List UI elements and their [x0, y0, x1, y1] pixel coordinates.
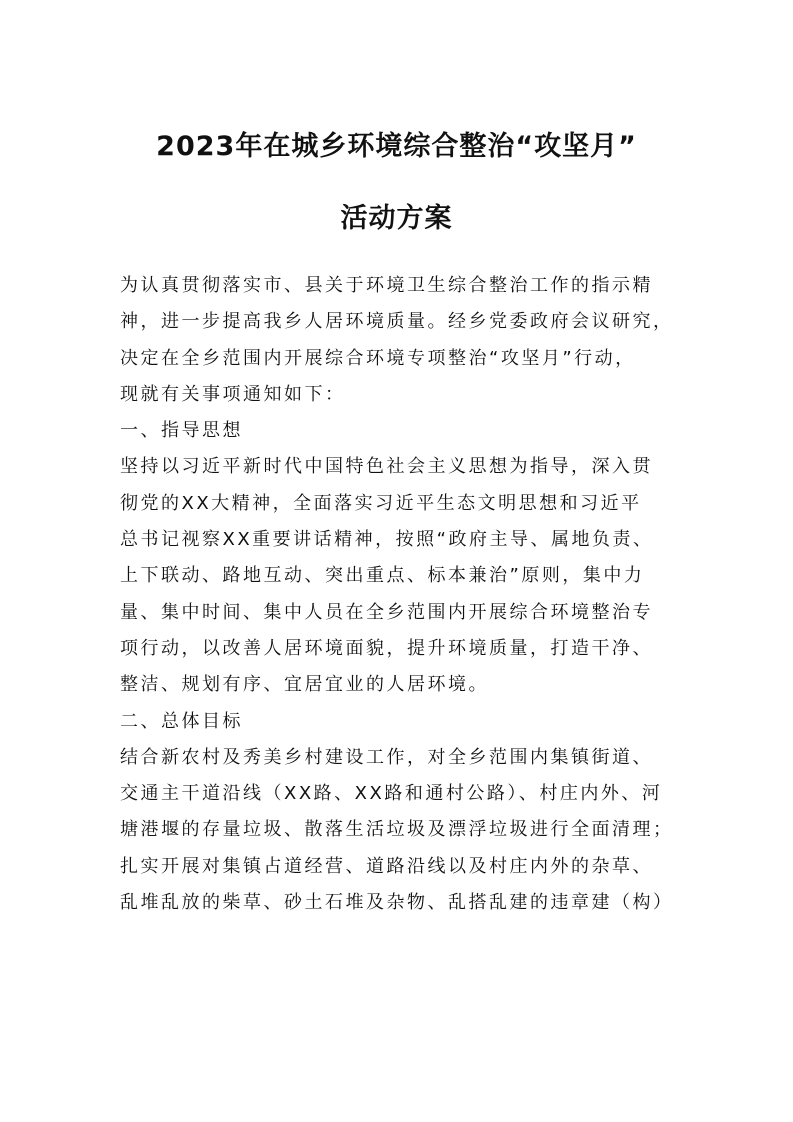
paragraph-line: 决定在全乡范围内开展综合环境专项整治“攻坚月”行动，: [120, 347, 636, 369]
paragraph-line: 上下联动、路地互动、突出重点、标本兼治”原则，集中力: [120, 565, 645, 587]
section-heading: 二、总体目标: [120, 710, 243, 732]
paragraph-line: 项行动，以改善人居环境面貌，提升环境质量，打造干净、: [120, 637, 653, 659]
paragraph-line: 塘港堰的存量垃圾、散落生活垃圾及漂浮垃圾进行全面清理；: [120, 819, 674, 841]
paragraph-line: 结合新农村及秀美乡村建设工作，对全乡范围内集镇街道、: [120, 746, 653, 768]
paragraph-line: 坚持以习近平新时代中国特色社会主义思想为指导，深入贯: [120, 456, 653, 478]
paragraph-line: 总书记视察XX重要讲话精神，按照“政府主导、属地负责、: [120, 529, 654, 551]
document-body: [120, 268, 690, 921]
paragraph-line: 乱堆乱放的柴草、砂土石堆及杂物、乱搭乱建的违章建（构）: [120, 892, 674, 914]
paragraph-line: 现就有关事项通知如下：: [120, 383, 346, 405]
paragraph-line: 为认真贯彻落实市、县关于环境卫生综合整治工作的指示精: [120, 275, 653, 296]
section-heading: 一、指导思想: [120, 420, 243, 442]
paragraph-line: 整洁、规划有序、宜居宜业的人居环境。: [120, 674, 489, 696]
paragraph-line: 扎实开展对集镇占道经营、道路沿线以及村庄内外的杂草、: [120, 855, 653, 877]
document-title-line-2: 活动方案: [340, 203, 453, 234]
paragraph-line: 神，进一步提高我乡人居环境质量。经乡党委政府会议研究，: [120, 311, 674, 333]
paragraph-line: 彻党的XX大精神，全面落实习近平生态文明思想和习近平: [120, 492, 642, 514]
document-title-line-1: 2023年在城乡环境综合整治“攻坚月”: [156, 131, 637, 162]
paragraph-line: 交通主干道沿线（XX路、XX路和通村公路）、村庄内外、河: [120, 783, 663, 805]
paragraph-line: 量、集中时间、集中人员在全乡范围内开展综合环境整治专: [120, 601, 653, 623]
